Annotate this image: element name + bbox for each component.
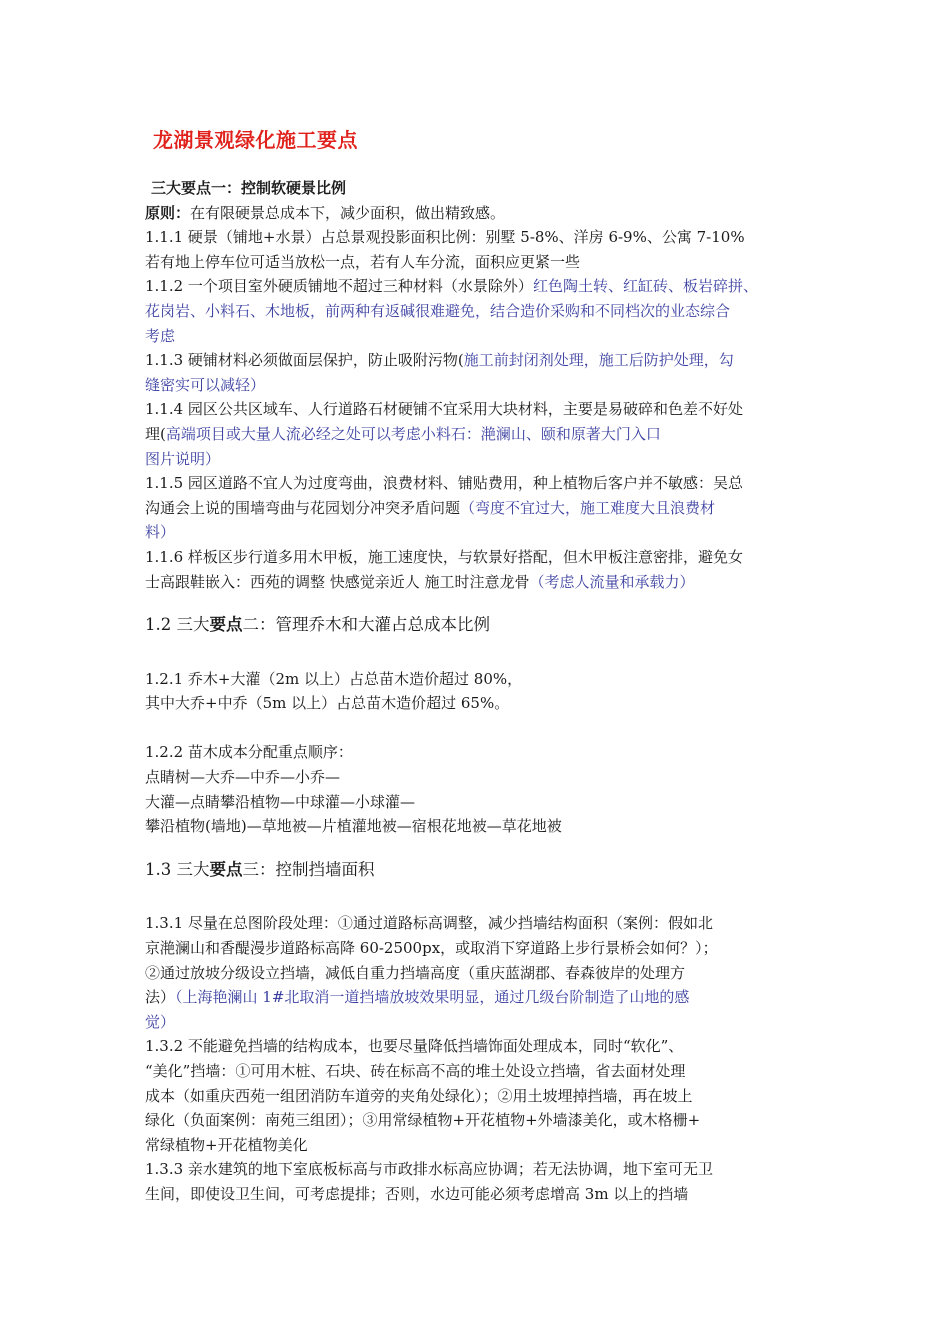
para-1-3-3-line-2: 生间，即使设卫生间，可考虑提排；否则，水边可能必须考虑增高 3m 以上的挡墙 xyxy=(145,1184,689,1203)
para-1-3-1-line-5: 觉） xyxy=(145,1012,176,1031)
para-1-1-4-line-2: 理(高端项目或大量人流必经之处可以考虑小料石：滟澜山、颐和原著大门入口 xyxy=(145,424,661,443)
para-1-3-2-line-3: 成本（如重庆西苑一组团消防车道旁的夹角处绿化）；②用土坡埋掉挡墙，再在坡上 xyxy=(145,1086,693,1105)
para-1-2-2-line-2: 点睛树—大乔—中乔—小乔— xyxy=(145,768,341,787)
principle-line xyxy=(145,201,825,226)
para-1-1-1-line-2: 若有地上停车位可适当放松一点，若有人车分流，面积应更紧一些 xyxy=(145,252,581,271)
para-1-3-2-line-2: “美化”挡墙：①可用木桩、石块、砖在标高不高的堆土处设立挡墙，省去面材处理 xyxy=(145,1062,686,1080)
principle-label: 原则： xyxy=(145,203,191,222)
para-1-2-1-line-2: 其中大乔+中乔（5m 以上）占总苗木造价超过 65%。 xyxy=(145,694,510,713)
para-1-3-1-line-2: 京滟澜山和香醍漫步道路标高降 60-2500px，或取消下穿道路上步行景桥会如何？）； xyxy=(145,939,718,958)
para-1-3-1-line-1: 1.3.1 尽量在总图阶段处理：①通过道路标高调整，减少挡墙结构面积（案例：假如北 xyxy=(145,914,713,933)
section-3-heading: 1.3 三大要点三：控制挡墙面积 xyxy=(145,859,375,879)
para-1-1-5-line-3: 料） xyxy=(145,523,176,542)
section-2-heading: 1.2 三大要点二：管理乔木和大灌占总成本比例 xyxy=(145,615,490,635)
para-1-1-5-line-1: 1.1.5 园区道路不宜人为过度弯曲，浪费材料、铺贴费用，种上植物后客户并不敏感：吴总 xyxy=(145,474,743,493)
para-1-3-2-line-5: 常绿植物+开花植物美化 xyxy=(145,1135,308,1154)
spacer xyxy=(145,716,825,741)
para-1-2-2-line-4: 攀沿植物(墙地)—草地被—片植灌地被—宿根花地被—草花地被 xyxy=(145,817,562,836)
para-1-3-3-line-1: 1.3.3 亲水建筑的地下室底板标高与市政排水标高应协调；若无法协调，地下室可无卫 xyxy=(145,1160,713,1179)
para-1-1-2-line-3: 考虑 xyxy=(145,326,176,345)
spacer xyxy=(145,887,825,912)
para-1-2-2-line-3: 大灌—点睛攀沿植物—中球灌—小球灌— xyxy=(145,792,416,811)
document-title: 龙湖景观绿化施工要点 xyxy=(153,128,358,152)
para-1-1-2-line-2: 花岗岩、小料石、木地板，前两种有返碱很难避免，结合造价采购和不同档次的业态综合 xyxy=(145,301,731,320)
para-1-1-3-line-2: 缝密实可以减轻） xyxy=(145,375,266,394)
para-1-3-2-line-1: 1.3.2 不能避免挡墙的结构成本，也要尽量降低挡墙饰面处理成本，同时“软化”、 xyxy=(145,1037,684,1056)
section-1-heading: 三大要点一：控制软硬景比例 xyxy=(151,179,347,197)
para-1-1-4-line-3: 图片说明） xyxy=(145,449,221,468)
para-1-3-1-line-4: 法）（上海艳澜山 1#北取消一道挡墙放坡效果明显，通过几级台阶制造了山地的感 xyxy=(145,988,690,1007)
principle-text: 在有限硬景总成本下，减少面积，做出精致感。 xyxy=(190,203,506,222)
para-1-1-6-line-1: 1.1.6 样板区步行道多用木甲板，施工速度快，与软景好搭配，但木甲板注意密排，避免女 xyxy=(145,547,743,566)
para-1-2-2-line-1: 1.2.2 苗木成本分配重点顺序： xyxy=(145,743,353,762)
para-1-1-1-line-1: 1.1.1 硬景（铺地+水景）占总景观投影面积比例：别墅 5-8%、洋房 6-9%、公寓 7-10% xyxy=(145,228,745,247)
para-1-2-1-line-1: 1.2.1 乔木+大灌（2m 以上）占总苗木造价超过 80%， xyxy=(145,669,523,688)
para-1-3-1-line-3: ②通过放坡分级设立挡墙，减低自重力挡墙高度（重庆蓝湖郡、春森彼岸的处理方 xyxy=(145,963,686,982)
para-1-1-4-line-1: 1.1.4 园区公共区域车、人行道路石材硬铺不宜采用大块材料，主要是易破碎和色差不好处 xyxy=(145,400,743,419)
para-1-1-2-line-1: 1.1.2 一个项目室外硬质铺地不超过三种材料（水景除外）红色陶土转、红缸砖、板岩碎拼、 xyxy=(145,277,758,296)
document-body xyxy=(145,176,825,1207)
spacer xyxy=(145,642,825,667)
para-1-1-6-line-2: 士高跟鞋嵌入：西苑的调整 快感觉亲近人 施工时注意龙骨（考虑人流量和承载力） xyxy=(145,572,695,591)
para-1-1-5-line-2: 沟通会上说的围墙弯曲与花园划分冲突矛盾问题（弯度不宜过大，施工难度大且浪费材 xyxy=(145,498,716,517)
para-1-1-3-line-1: 1.1.3 硬铺材料必须做面层保护，防止吸附污物(施工前封闭剂处理，施工后防护处理，勾 xyxy=(145,351,734,370)
para-1-3-2-line-4: 绿化（负面案例：南苑三组团）；③用常绿植物+开花植物+外墙漆美化，或木格栅+ xyxy=(145,1111,701,1130)
